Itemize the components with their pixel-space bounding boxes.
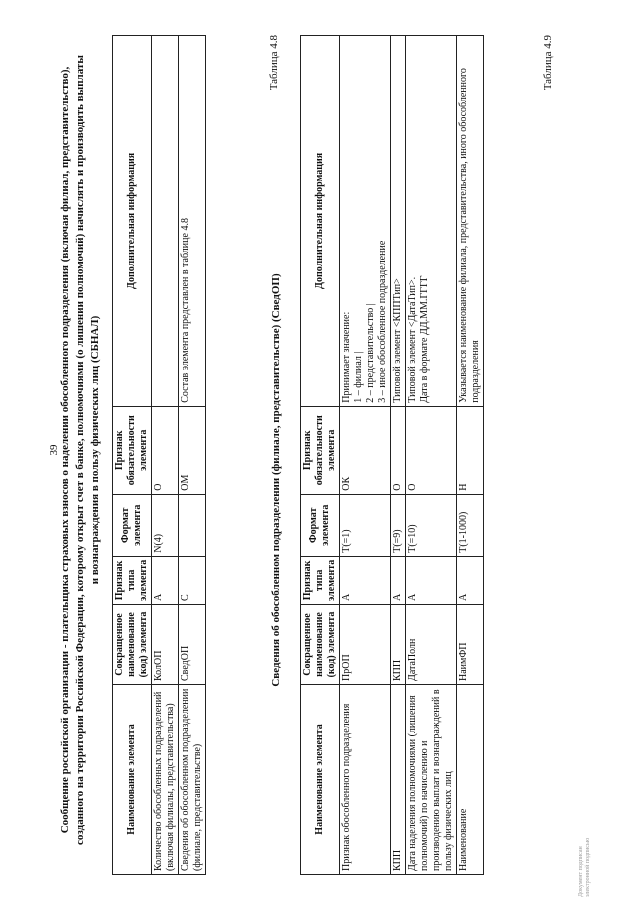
cell-element-required: О (152, 406, 179, 494)
cell-additional-info: Указывается наименование филиала, представительства, иного обособленного подразделения (457, 36, 484, 407)
cell-element-required: О (391, 406, 406, 494)
cell-element-code: НаимФП (457, 605, 484, 685)
table-row (457, 36, 484, 875)
cell-additional-info: Принимает значение: 1 – филиал | 2 – представительство | 3 – иное обособленное подразделение (340, 36, 391, 407)
cell-element-format: Т(=9) (391, 494, 406, 556)
header-cell: Сокращенное наименование (код) элемента (113, 605, 152, 685)
cell-element-required: О (406, 406, 457, 494)
cell-element-name: Количество обособленных подразделений (включая филиалы, представительства) (152, 685, 179, 875)
cell-element-code: ПрОП (340, 605, 391, 685)
cell-element-format: Т(1-1000) (457, 494, 484, 556)
table-label-4-8: Таблица 4.8 (268, 35, 280, 91)
document-title: Сообщение российской организации - плательщика страховых взносов о наделении обособленного подразделения (включая филиал, представительство), созданного на территории Российской Федерации, которому открыт счет в банке, полномочиями (о лишении полномочий) начислять и производить выплаты и вознаграждения в пользу физических лиц (СБНАЛ) (59, 55, 101, 845)
cell-element-type: А (406, 556, 457, 604)
table-sbnal (112, 35, 206, 875)
cell-element-code: КПП (391, 605, 406, 685)
header-cell: Признак типа элемента (301, 556, 340, 604)
cell-element-code: КолОП (152, 605, 179, 685)
cell-element-required: Н (457, 406, 484, 494)
header-cell: Наименование элемента (113, 685, 152, 875)
header-cell: Признак типа элемента (113, 556, 152, 604)
table-caption-svedop: Сведения об обособленном подразделении (филиале, представительстве) (СведОП) (270, 273, 282, 687)
header-cell: Формат элемента (301, 494, 340, 556)
cell-element-name: Сведения об обособленном подразделении (филиале, представительстве) (179, 685, 206, 875)
cell-element-name: КПП (391, 685, 406, 875)
table-row (340, 36, 391, 875)
table-svedop (300, 35, 484, 875)
header-cell: Дополнительная информация (113, 36, 152, 407)
cell-additional-info: Типовой элемент <КППТип> (391, 36, 406, 407)
signature-stamp: Документ подписан электронной подписью (578, 837, 591, 897)
table-row (406, 36, 457, 875)
cell-element-format (179, 494, 206, 556)
cell-element-name: Дата наделения полномочиями (лишения полномочий) по начислению и производению выплат и вознаграждений в пользу физических лиц (406, 685, 457, 875)
table-header-row (301, 36, 340, 875)
header-cell: Дополнительная информация (301, 36, 340, 407)
cell-element-format: Т(=10) (406, 494, 457, 556)
header-cell: Сокращенное наименование (код) элемента (301, 605, 340, 685)
header-cell: Наименование элемента (301, 685, 340, 875)
table-row (179, 36, 206, 875)
cell-additional-info (152, 36, 179, 407)
cell-element-code: СведОП (179, 605, 206, 685)
cell-element-type: С (179, 556, 206, 604)
table-label-4-9: Таблица 4.9 (542, 35, 554, 91)
cell-additional-info: Состав элемента представлен в таблице 4.8 (179, 36, 206, 407)
cell-element-type: А (457, 556, 484, 604)
cell-element-required: ОМ (179, 406, 206, 494)
cell-additional-info: Типовой элемент <ДатаТип>. Дата в формате ДД.ММ.ГГГГ (406, 36, 457, 407)
header-cell: Признак обязательности элемента (301, 406, 340, 494)
cell-element-format: Т(=1) (340, 494, 391, 556)
cell-element-code: ДатаПолн (406, 605, 457, 685)
cell-element-type: А (391, 556, 406, 604)
header-cell: Формат элемента (113, 494, 152, 556)
cell-element-type: А (152, 556, 179, 604)
table-header-row (113, 36, 152, 875)
cell-element-type: А (340, 556, 391, 604)
page-number: 39 (48, 444, 60, 456)
cell-element-format: N(4) (152, 494, 179, 556)
cell-element-name: Наименование (457, 685, 484, 875)
table-row (152, 36, 179, 875)
cell-element-name: Признак обособленного подразделения (340, 685, 391, 875)
header-cell: Признак обязательности элемента (113, 406, 152, 494)
table-row (391, 36, 406, 875)
cell-element-required: ОК (340, 406, 391, 494)
